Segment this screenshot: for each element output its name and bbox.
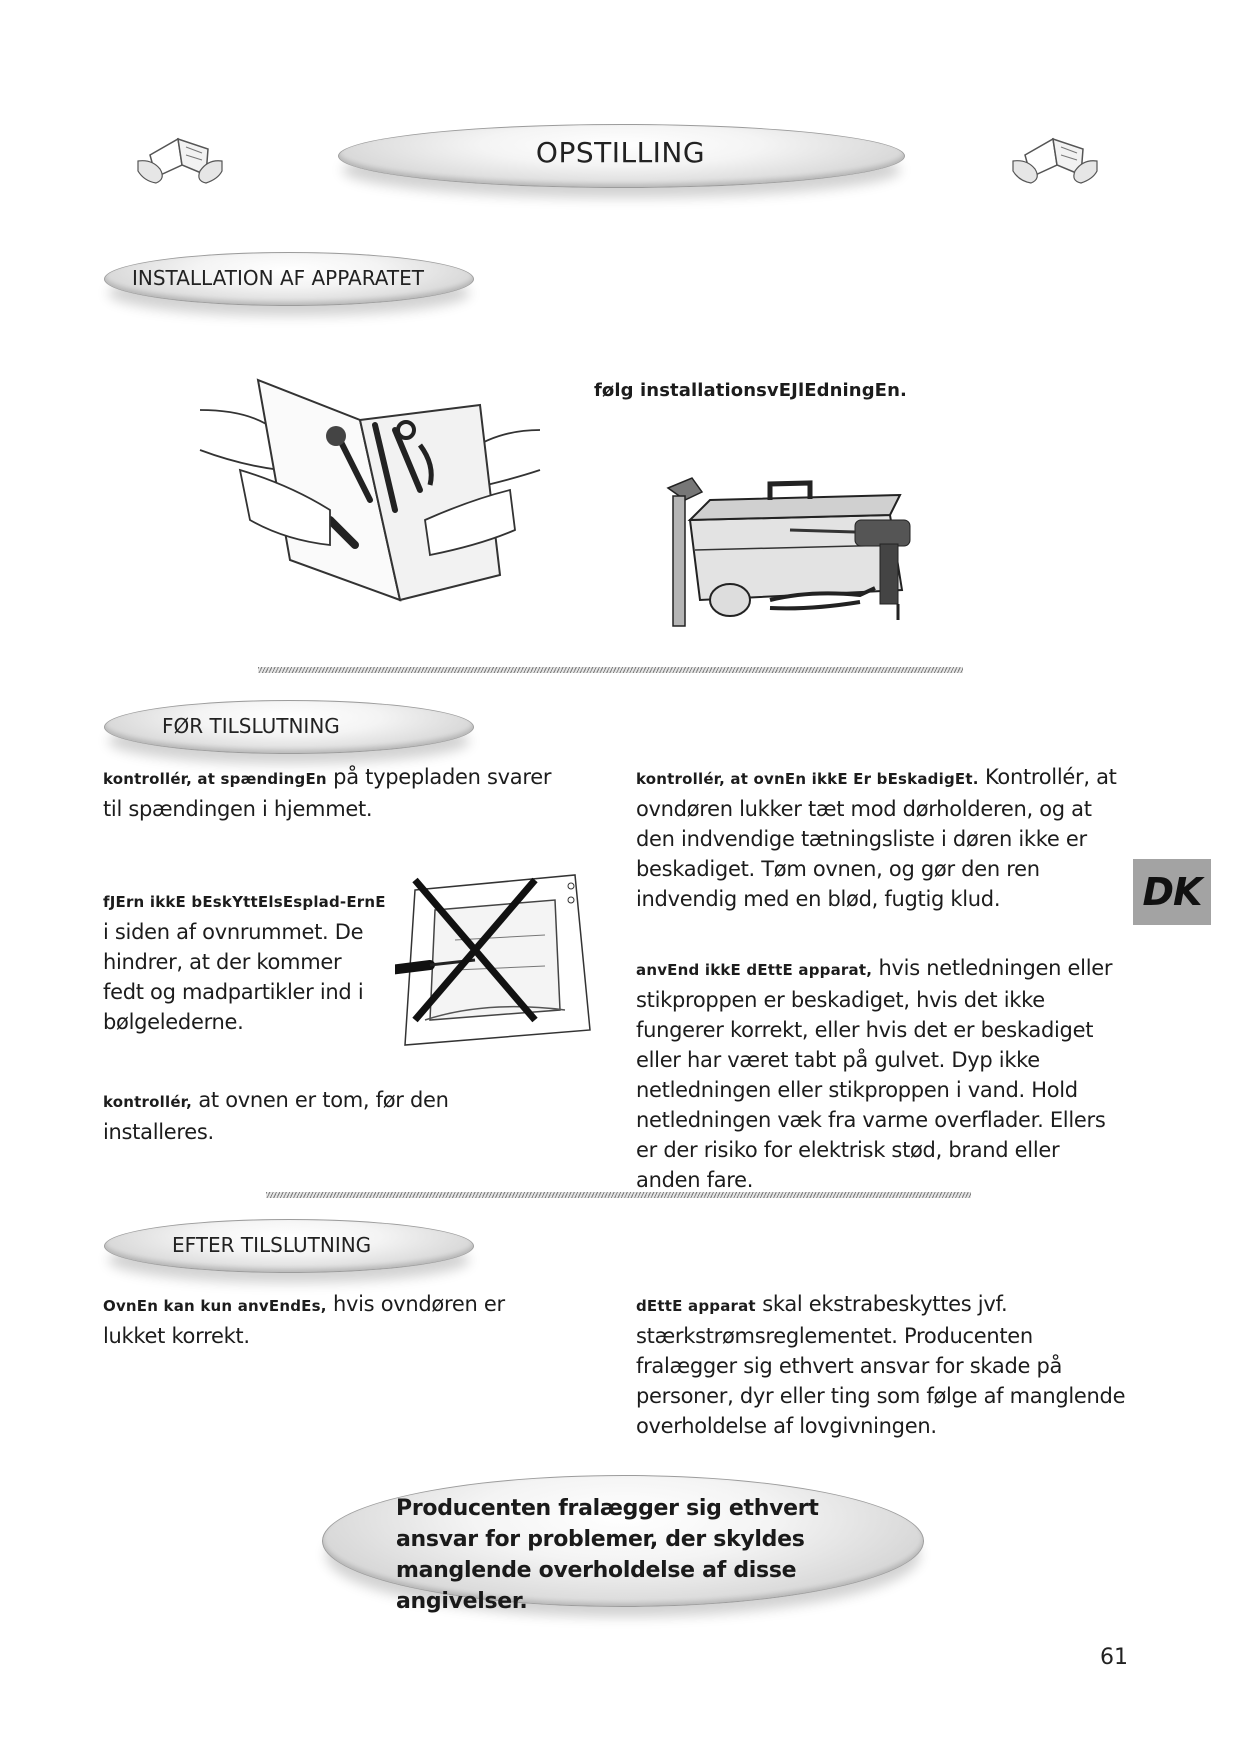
- before-p2-text: i siden af ovnrummet. De hindrer, at der kommer fedt og madpartikler ind i bølgelederne.: [103, 920, 364, 1034]
- language-tab-dk: DK: [1133, 859, 1211, 925]
- after-p1-text: hvis ovndøren er lukket korrekt.: [103, 1292, 505, 1348]
- before-paragraph-2: [103, 885, 388, 1037]
- installation-instruction: følg installationsvEJlEdningEn.: [594, 380, 907, 401]
- page-title: OPSTILLING: [535, 136, 706, 169]
- toolbox-illustration: [640, 470, 940, 635]
- divider-1: [258, 667, 963, 673]
- before-paragraph-1: [103, 762, 553, 824]
- before-p5-lead: anvEnd ikkE dEttE apparat,: [636, 961, 873, 979]
- before-p3-lead: kontrollér,: [103, 1093, 192, 1111]
- after-p1-lead: OvnEn kan kun anvEndEs,: [103, 1297, 327, 1315]
- after-heading: EFTER TILSLUTNING: [172, 1233, 372, 1257]
- before-p5-text: hvis netledningen eller stikproppen er beskadiget, hvis det ikke fungerer korrekt, eller hvis det er beskadiget eller har været tabt på gulvet. Dyp ikke netledningen eller stikproppen i vand. Hold netledningen væk fra varme overflader. Ellers er der risiko for elektrisk stød, brand eller anden fare.: [636, 956, 1113, 1192]
- before-p3-text: at ovnen er tom, før den installeres.: [103, 1088, 449, 1144]
- manual-hands-illustration: [180, 370, 560, 620]
- book-hands-icon-left: [130, 125, 230, 195]
- before-paragraph-5: [636, 953, 1128, 1195]
- after-p2-lead: dEttE apparat: [636, 1297, 756, 1315]
- before-paragraph-4: [636, 762, 1128, 914]
- page-number: 61: [1100, 1645, 1128, 1670]
- book-hands-icon-right: [1005, 125, 1105, 195]
- before-p1-text: på typepladen svarer til spændingen i hjemmet.: [103, 765, 552, 821]
- divider-2: [266, 1192, 971, 1198]
- after-p2-text: skal ekstrabeskyttes jvf. stærkstrømsreglementet. Producenten fralægger sig ethvert ansvar for skade på personer, dyr eller ting som følge af manglende overholdelse af lovgivningen.: [636, 1292, 1126, 1438]
- disclaimer-text: Producenten fralægger sig ethvert ansvar for problemer, der skyldes manglende overholdelse af disse angivelser.: [396, 1496, 819, 1614]
- after-paragraph-2: [636, 1289, 1126, 1441]
- before-p1-lead: kontrollér, at spændingEn: [103, 770, 327, 788]
- oven-cavity-crossed-illustration: [395, 870, 595, 1050]
- before-p4-text: Kontrollér, at ovndøren lukker tæt mod dørholderen, og at den indvendige tætningsliste i døren ikke er beskadiget. Tøm ovnen, og gør den ren indvendig med en blød, fugtig klud.: [636, 765, 1117, 911]
- before-p4-lead: kontrollér, at ovnEn ikkE Er bEskadigEt.: [636, 770, 979, 788]
- before-p2-lead: fJErn ikkE bEskYttElsEsplad-ErnE: [103, 893, 386, 911]
- installation-heading: INSTALLATION AF APPARATET: [132, 266, 424, 290]
- before-heading: FØR TILSLUTNING: [162, 714, 340, 738]
- before-paragraph-3: [103, 1085, 543, 1147]
- after-paragraph-1: [103, 1289, 553, 1351]
